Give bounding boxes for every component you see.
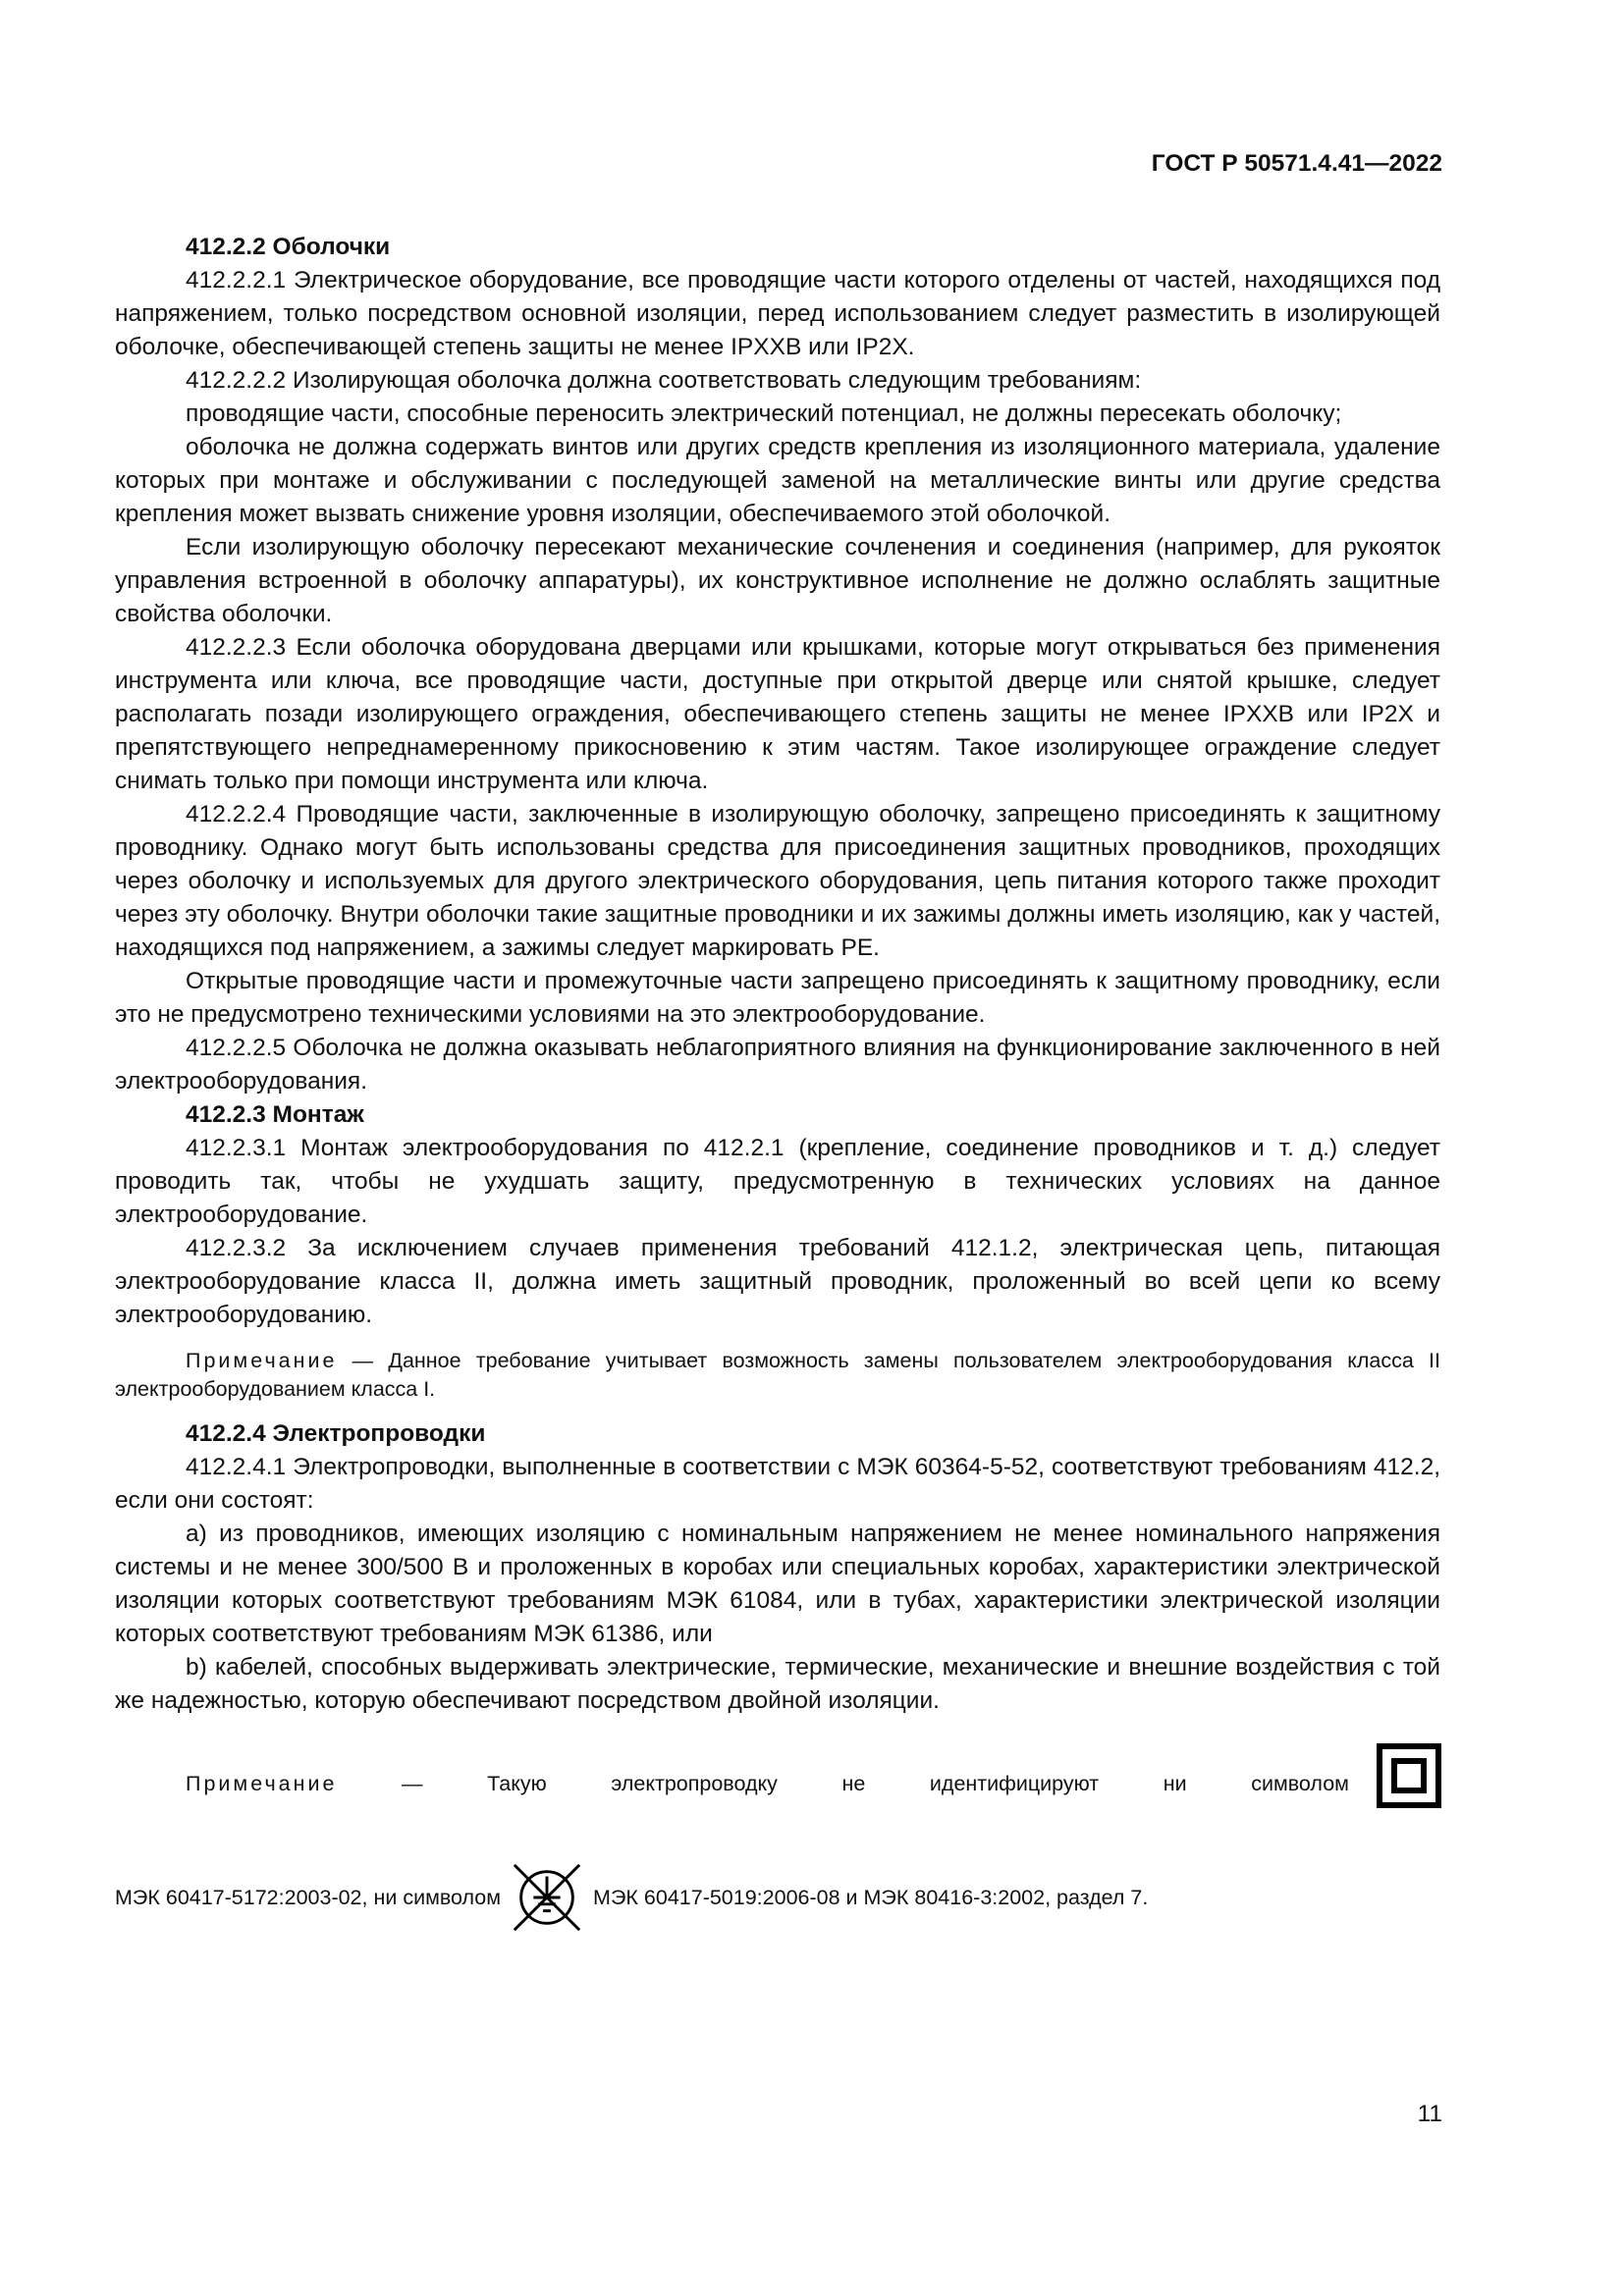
paragraph: a) из проводников, имеющих изоляцию с номинальным напряжением не менее номинального напряжения системы и не менее 300/500 В и проложенных в коробах или специальных коробах, характеристики электрической изоляции которых соответствуют требованиям МЭК 61084, или в тубах, характеристики электрической изоляции которых соответствуют требованиям МЭК 61386, или (115, 1521, 1440, 1647)
document-body (115, 231, 1440, 1955)
paragraph: 412.2.2.4 Проводящие части, заключенные в изолирующую оболочку, запрещено присоединять к защитному проводнику. Однако могут быть использованы средства для присоединения защитных проводников, проходящих через оболочку и используемых для другого электрического оборудования, цепь питания которого также проходит через эту оболочку. Внутри оболочки такие защитные проводники и их зажимы должны иметь изоляцию, как у частей, находящихся под напряжением, а зажимы следует маркировать PE. (115, 801, 1440, 961)
paragraph: Если изолирующую оболочку пересекают механические сочленения и соединения (например, для рукояток управления встроенной в оболочку аппаратуры), их конструктивное исполнение не должно ослаблять защитные свойства оболочки. (115, 534, 1440, 627)
class-ii-double-insulation-icon (1377, 1743, 1441, 1808)
paragraph: 412.2.2.3 Если оболочка оборудована дверцами или крышками, которые могут открываться без применения инструмента или ключа, все проводящие части, доступные при открытой дверце или снятой крышке, следует располагать позади изолирующего ограждения, обеспечивающего степень защиты не менее IPXXB или IP2X и препятствующего непреднамеренному прикосновению к этим частям. Такое изолирующее ограждение следует снимать только при помощи инструмента или ключа. (115, 634, 1440, 794)
note-text: Данное требование учитывает возможность замены пользователем электрооборудования класса II электрооборудованием класса I. (115, 1349, 1440, 1401)
paragraph: b) кабелей, способных выдерживать электрические, термические, механические и внешние воздействия с той же надежностью, которую обеспечивают посредством двойной изоляции. (115, 1654, 1440, 1714)
paragraph: 412.2.3.2 За исключением случаев применения требований 412.1.2, электрическая цепь, питающая электрооборудование класса II, должна иметь защитный проводник, проложенный во всей цепи ко всему электрооборудованию. (115, 1235, 1440, 1328)
document-header: ГОСТ Р 50571.4.41—2022 (1151, 150, 1442, 177)
note-word: символом (1251, 1772, 1349, 1795)
paragraph: Открытые проводящие части и промежуточные части запрещено присоединять к защитному проводнику, если это не предусмотрено техническими условиями на это электрооборудование. (115, 968, 1440, 1028)
note-word: не (841, 1772, 866, 1795)
page-number: 11 (1417, 2101, 1442, 2127)
paragraph: 412.2.3.1 Монтаж электрооборудования по 412.2.1 (крепление, соединение проводников и т. д.) следует проводить так, чтобы не ухудшать защиту, предусмотренную в технических условиях на данное электрооборудование. (115, 1135, 1440, 1228)
paragraph: 412.2.2.1 Электрическое оборудование, все проводящие части которого отделены от частей, находящихся под напряжением, только посредством основной изоляции, перед использованием следует разместить в изолирующей оболочке, обеспечивающей степень защиты не менее IPXXB или IP2X. (115, 267, 1440, 360)
section-heading: 412.2.2 Оболочки (186, 234, 391, 260)
section-heading: 412.2.3 Монтаж (186, 1101, 364, 1128)
paragraph: оболочка не должна содержать винтов или других средств крепления из изоляционного материала, удаление которых при монтаже и обслуживании с последующей заменой на металлические винты или другие средства крепления может вызвать снижение уровня изоляции, обеспечиваемого этой оболочкой. (115, 434, 1440, 527)
note-word: ни (1163, 1772, 1187, 1795)
note-word: электропроводку (611, 1772, 778, 1795)
section-heading: 412.2.4 Электропроводки (186, 1420, 486, 1447)
note-dash: — (402, 1772, 423, 1795)
note-dash: — (352, 1349, 374, 1372)
paragraph: 412.2.2.5 Оболочка не должна оказывать неблагоприятного влияния на функционирование заключенного в ней электрооборудования. (115, 1035, 1440, 1095)
note-label: Примечание (186, 1349, 338, 1372)
note-text-after: МЭК 60417-5019:2006-08 и МЭК 80416-3:2002, раздел 7. (593, 1886, 1149, 1909)
symbol-note-line2 (115, 1859, 1148, 1936)
note-word: идентифицируют (929, 1772, 1100, 1795)
paragraph: проводящие части, способные переносить электрический потенциал, не должны пересекать оболочку; (186, 400, 1342, 427)
note (115, 1347, 1440, 1404)
symbol-note (115, 1739, 1440, 1955)
note-text-before: МЭК 60417-5172:2003-02, ни символом (115, 1886, 502, 1909)
paragraph: 412.2.4.1 Электропроводки, выполненные в соответствии с МЭК 60364-5-52, соответствуют требованиям 412.2, если они состоят: (115, 1454, 1440, 1514)
symbol-note-line1 (186, 1767, 1349, 1800)
crossed-protective-earth-icon (509, 1859, 585, 1936)
note-word: Такую (487, 1772, 547, 1795)
note-label: Примечание (186, 1772, 338, 1795)
paragraph: 412.2.2.2 Изолирующая оболочка должна соответствовать следующим требованиям: (186, 367, 1142, 394)
